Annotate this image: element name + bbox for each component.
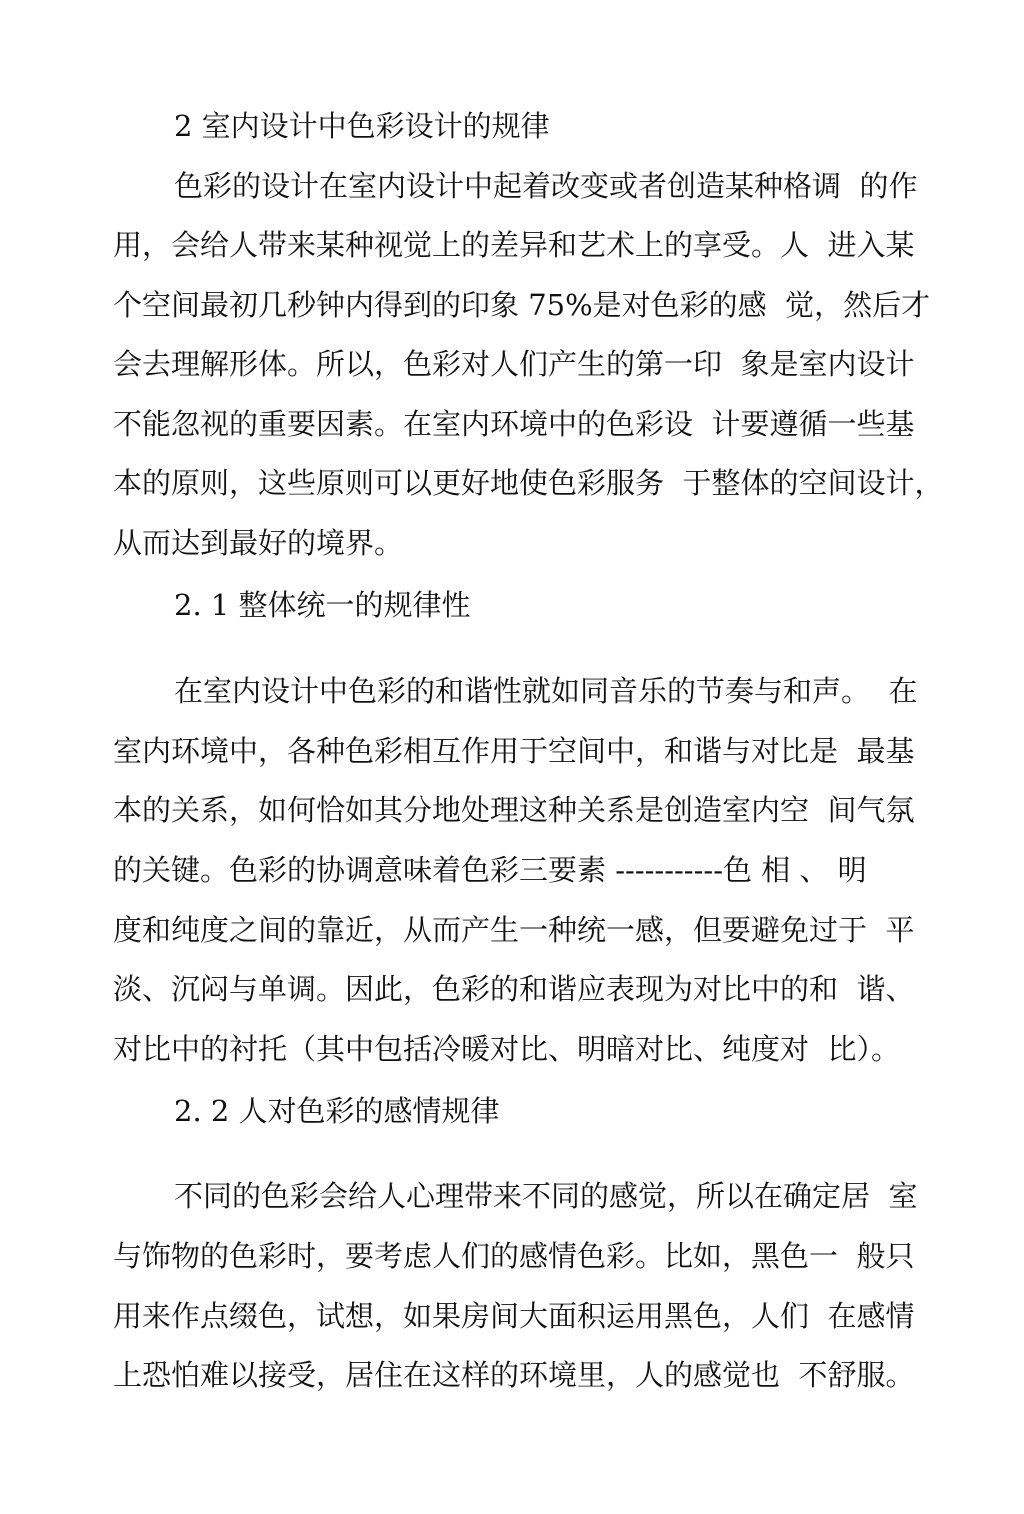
subsection-2-title: 2. 2 人对色彩的感情规律 xyxy=(174,1094,500,1128)
subsection-2-paragraph-line: 不同的色彩会给人心理带来不同的感觉，所以在确定居 室 xyxy=(174,1179,918,1213)
intro-paragraph-line: 个空间最初几秒钟内得到的印象 75%是对色彩的感 觉，然后才 xyxy=(113,288,931,322)
intro-paragraph-line: 不能忽视的重要因素。在室内环境中的色彩设 计要遵循一些基 xyxy=(113,407,915,441)
subsection-1-paragraph-line: 的关键。色彩的协调意味着色彩三要素 -----------色 相 、 明 xyxy=(113,853,867,887)
subsection-1-paragraph-line: 室内环境中，各种色彩相互作用于空间中，和谐与对比是 最基 xyxy=(113,734,915,768)
intro-paragraph-line: 用，会给人带来某种视觉上的差异和艺术上的享受。人 进入某 xyxy=(113,228,915,262)
subsection-1-paragraph-line: 度和纯度之间的靠近，从而产生一种统一感，但要避免过于 平 xyxy=(113,913,915,947)
subsection-2-paragraph-line: 用来作点缀色，试想，如果房间大面积运用黑色，人们 在感情 xyxy=(113,1299,915,1333)
subsection-1-paragraph-line: 在室内设计中色彩的和谐性就如同音乐的节奏与和声。 在 xyxy=(174,674,918,708)
intro-paragraph-line: 色彩的设计在室内设计中起着改变或者创造某种格调 的作 xyxy=(174,169,918,203)
intro-paragraph-line: 从而达到最好的境界。 xyxy=(113,526,404,560)
subsection-1-paragraph-line: 对比中的衬托（其中包括冷暖对比、明暗对比、纯度对 比）。 xyxy=(113,1032,900,1066)
intro-paragraph-line: 会去理解形体。所以，色彩对人们产生的第一印 象是室内设计 xyxy=(113,347,915,381)
subsection-2-paragraph-line: 与饰物的色彩时，要考虑人们的感情色彩。比如，黑色一 般只 xyxy=(113,1239,915,1273)
section-title: 2 室内设计中色彩设计的规律 xyxy=(174,109,550,143)
subsection-1-title: 2. 1 整体统一的规律性 xyxy=(174,588,471,622)
intro-paragraph-line: 本的原则，这些原则可以更好地使色彩服务 于整体的空间设计， xyxy=(113,466,944,500)
subsection-2-paragraph-line: 上恐怕难以接受，居住在这样的环境里，人的感觉也 不舒服。 xyxy=(113,1358,915,1392)
subsection-1-paragraph-line: 淡、沉闷与单调。因此，色彩的和谐应表现为对比中的和 谐、 xyxy=(113,972,915,1006)
subsection-1-paragraph-line: 本的关系，如何恰如其分地处理这种关系是创造室内空 间气氛 xyxy=(113,793,915,827)
